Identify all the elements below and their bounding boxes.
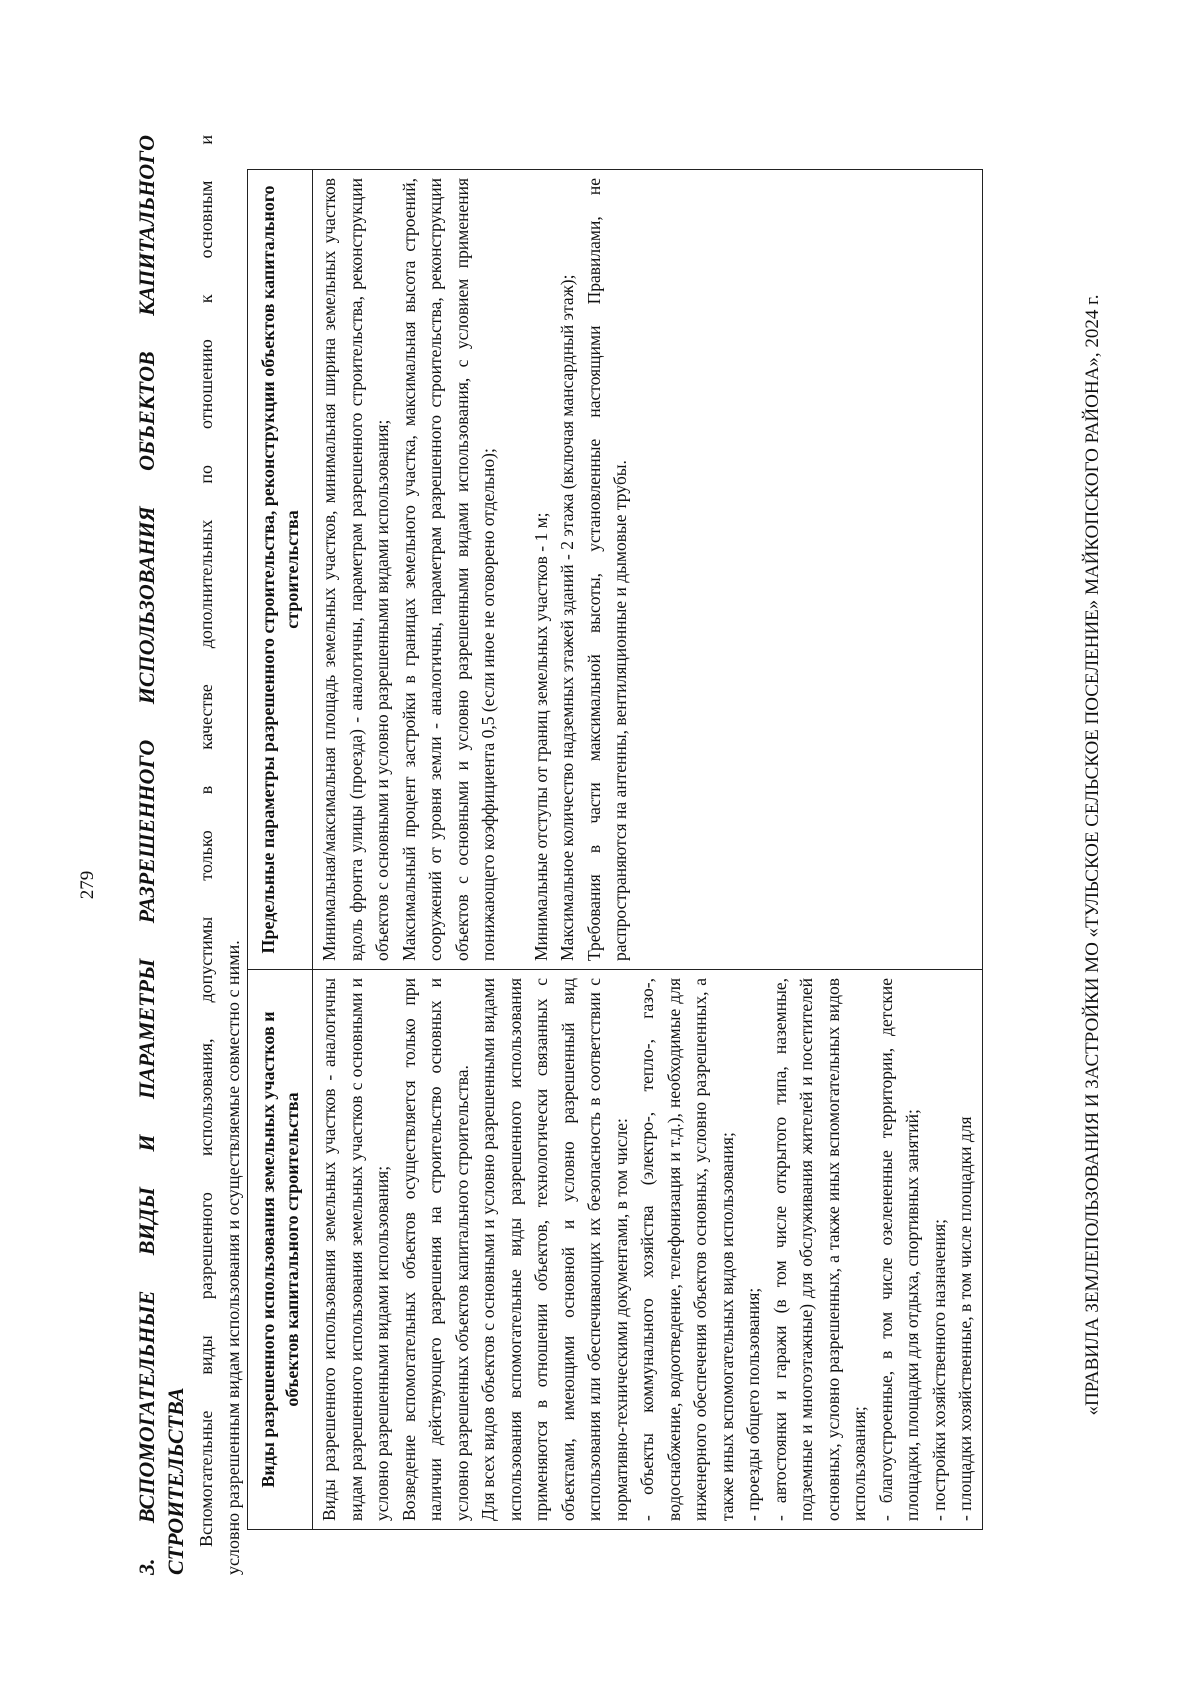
intro-paragraph <box>193 135 247 1575</box>
intro-line-2: условно разрешенным видам использования и осуществляемые совместно с ними. <box>223 940 243 1575</box>
list-item: - автостоянки и гаражи (в том числе открытого типа, наземные, подземные и многоэтажные) для обслуживания жителей и посетителей основных, условно разрешенных, а также иных вспомогательных видов использования; <box>769 978 869 1521</box>
table-row <box>313 170 983 1530</box>
list-item: - площадки хозяйственные, в том числе площадки для <box>955 1116 975 1521</box>
left-paragraph: Возведение вспомогательных объектов осуществляется только при наличии действующего разрешения на строительство основных и условно разрешенных объектов капитального строительства. <box>398 978 472 1521</box>
intro-line-1: Вспомогательные виды разрешенного использования, допустимы только в качестве дополнительных по отношению к основным и <box>196 135 216 1547</box>
limit-parameters-cell <box>313 170 983 970</box>
list-item: - благоустроенные, в том числе озелененные территории, детские площадки, площадки для отдыха, спортивных занятий; <box>875 978 922 1521</box>
permitted-uses-cell <box>313 970 983 1530</box>
right-paragraph: Минимальная/максимальная площадь земельных участков, минимальная ширина земельных участков вдоль фронта улицы (проезда) - аналогичны, параметрам разрешенного строительства, реконструкции объектов с основными и условно разрешенными видами использования; <box>319 178 392 961</box>
land-use-table <box>247 169 983 1530</box>
list-item: - постройки хозяйственного назначения; <box>928 1218 949 1521</box>
page-number: 279 <box>77 870 98 900</box>
right-paragraph: Требования в части максимальной высоты, установленные настоящими Правилами, не распространяются на антенны, вентиляционные и дымовые трубы. <box>583 178 630 961</box>
left-paragraph: Виды разрешенного использования земельных участков - аналогичны видам разрешенного использования земельных участков с основными и условно разрешенными видами использования; <box>319 978 392 1521</box>
page-footer: «ПРАВИЛА ЗЕМЛЕПОЛЬЗОВАНИЯ И ЗАСТРОЙКИ МО «ТУЛЬСКОЕ СЕЛЬСКОЕ ПОСЕЛЕНИЕ» МАЙКОПСКОГО РАЙОНА», 2024 г. <box>1082 294 1103 1416</box>
paragraph-spacer <box>502 178 528 961</box>
list-item: - проезды общего пользования; <box>743 1287 763 1521</box>
right-paragraph: Максимальный процент застройки в границах земельного участка, максимальная высота строений, сооружений от уровня земли - аналогичны, параметрам разрешенного строительства, реконструкции объектов с основными и условно разрешенными видами использования, с условием применения понижающего коэффициента 0,5 (если иное не оговорено отдельно); <box>398 178 498 961</box>
document-page <box>77 95 1122 1615</box>
left-paragraph: Для всех видов объектов с основными и условно разрешенными видами использования вспомогательные виды разрешенного использования применяются в отношении объектов, технологически связанных с объектами, имеющими основной и условно разрешенный вид использования или обеспечивающих их безопасность в соответствии с нормативно-техническими документами, в том числе: <box>478 978 631 1521</box>
header-limit-parameters: Предельные параметры разрешенного строительства, реконструкции объектов капитального строительства <box>248 170 313 970</box>
header-permitted-uses: Виды разрешенного использования земельных участков и объектов капитального строительства <box>248 970 313 1530</box>
list-item: - объекты коммунального хозяйства (электро-, тепло-, газо-, водоснабжение, водоотведение, телефонизация и т.д.), необходимые для инженерного обеспечения объектов основных, условно разрешенных, а также иных вспомогательных видов использования; <box>637 978 737 1521</box>
right-paragraph: Минимальные отступы от границ земельных участков - 1 м; <box>530 512 551 961</box>
section-heading-continuation: СТРОИТЕЛЬСТВА <box>163 1387 188 1575</box>
section-heading: 3. ВСПОМОГАТЕЛЬНЫЕ ВИДЫ И ПАРАМЕТРЫ РАЗРЕШЕННОГО ИСПОЛЬЗОВАНИЯ ОБЪЕКТОВ КАПИТАЛЬНОГО <box>134 135 159 1575</box>
table-header-row <box>248 170 313 1530</box>
right-paragraph: Максимальное количество надземных этажей зданий - 2 этажа (включая мансардный этаж); <box>557 274 577 961</box>
